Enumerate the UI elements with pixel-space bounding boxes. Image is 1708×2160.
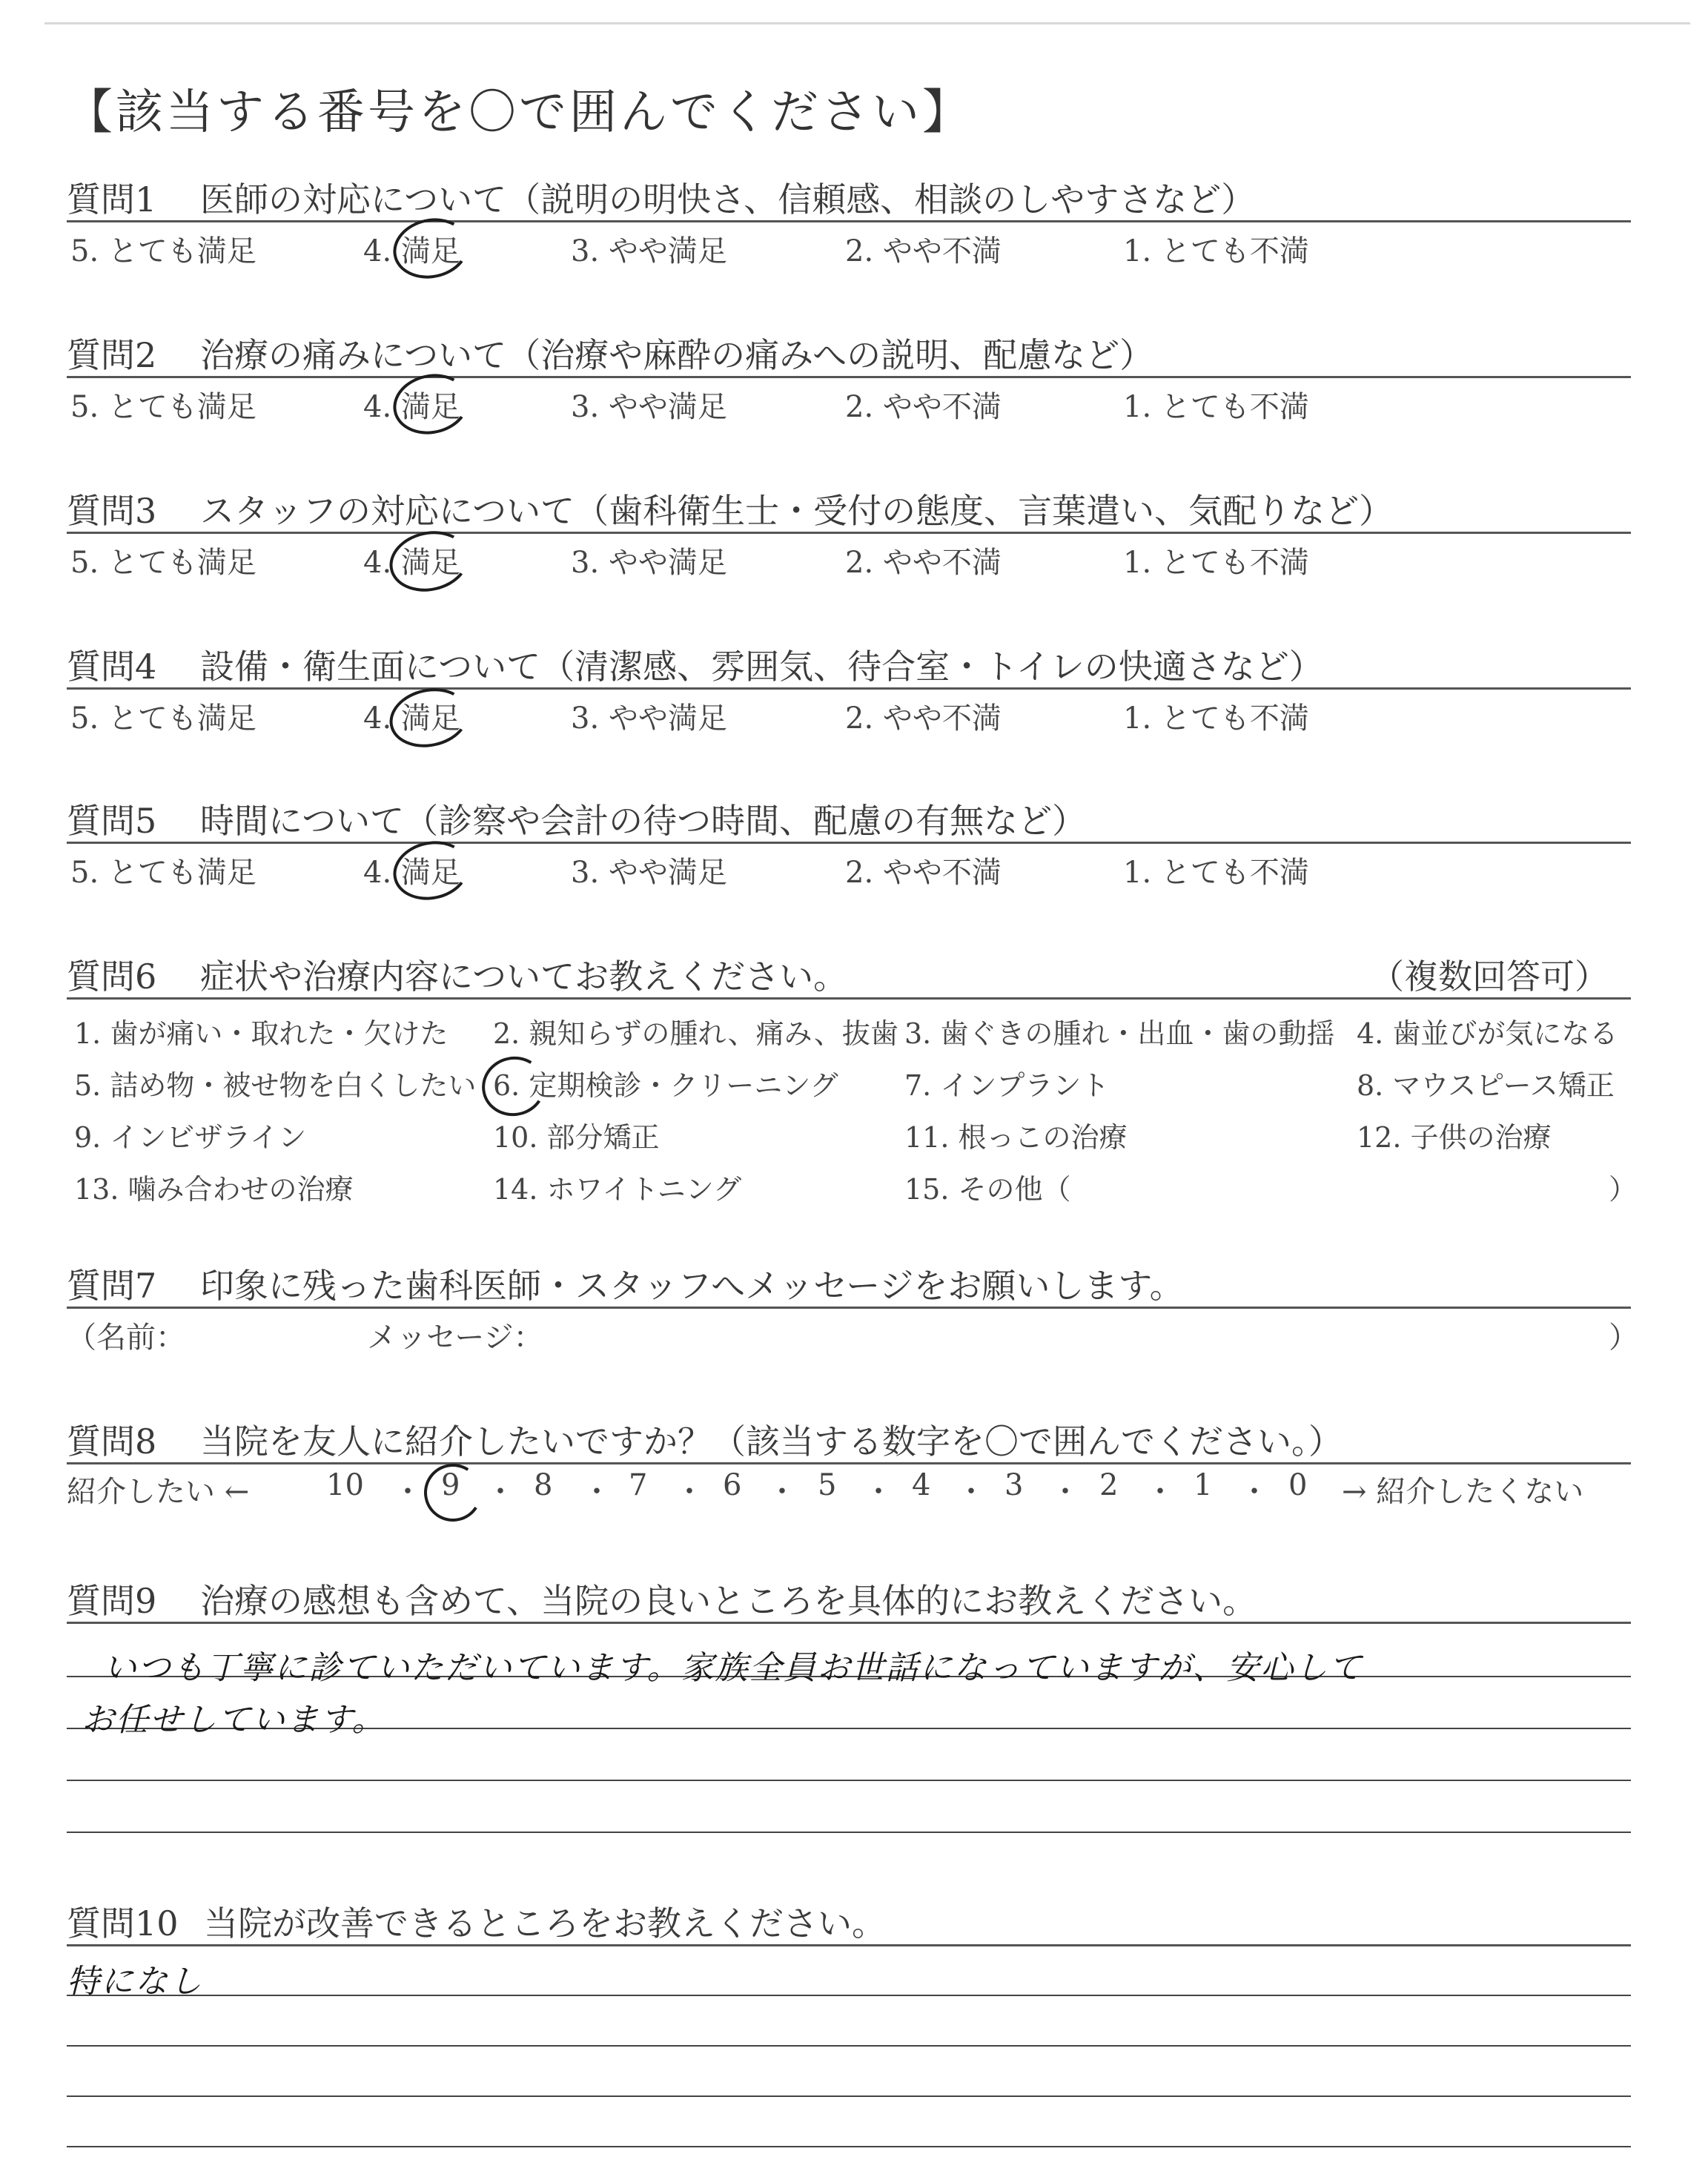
question-number: 質問10: [67, 1903, 179, 1943]
option-2[interactable]: 2. やや不満: [845, 234, 1002, 268]
option-5[interactable]: 5. とても満足: [70, 234, 256, 268]
question-10: [67, 1891, 1631, 2001]
treatment-option[interactable]: 4. 歯並びが気になる: [1357, 1017, 1618, 1050]
message-fields: [67, 1307, 1638, 1355]
option-3[interactable]: 3. やや満足: [571, 390, 727, 424]
scale-value[interactable]: 10: [326, 1468, 364, 1502]
question-3: [67, 478, 1631, 579]
treatment-option[interactable]: 7. インプラント: [904, 1069, 1110, 1102]
scale-value[interactable]: 8: [534, 1468, 553, 1502]
question-number: 質問5: [67, 801, 157, 841]
handwritten-answer-line-2: お任せしています。: [82, 1701, 386, 1739]
scale-value[interactable]: 9: [441, 1468, 460, 1502]
writing-line: [67, 2095, 1631, 2097]
scale-dot: ・: [1050, 1475, 1080, 1509]
close-paren: ）: [1609, 1321, 1638, 1355]
question-text: 治療の感想も含めて、当院の良いところを具体的にお教えください。: [200, 1581, 1257, 1621]
option-5[interactable]: 5. とても満足: [70, 701, 256, 736]
treatment-option[interactable]: 1. 歯が痛い・取れた・欠けた: [74, 1017, 448, 1050]
option-3[interactable]: 3. やや満足: [571, 856, 727, 890]
scale-value[interactable]: 2: [1099, 1468, 1119, 1502]
option-2[interactable]: 2. やや不満: [845, 390, 1002, 424]
question-text: 印象に残った歯科医師・スタッフへメッセージをお願いします。: [200, 1266, 1184, 1306]
option-4[interactable]: 4. 満足: [363, 701, 460, 736]
question-text: 設備・衛生面について（清潔感、雰囲気、待合室・トイレの快適さなど）: [200, 647, 1323, 687]
treatment-option[interactable]: 13. 噛み合わせの治療: [74, 1173, 354, 1206]
recommendation-scale: [67, 1462, 1631, 1514]
question-number: 質問3: [67, 491, 157, 531]
scale-dot: ・: [1145, 1475, 1175, 1509]
treatment-option[interactable]: 14. ホワイトニング: [493, 1173, 742, 1206]
option-1[interactable]: 1. とても不満: [1123, 390, 1309, 424]
writing-line: [67, 1995, 1631, 1996]
option-2[interactable]: 2. やや不満: [845, 701, 1002, 736]
rating-options: [67, 532, 1631, 579]
scale-value[interactable]: 4: [912, 1468, 931, 1502]
question-1: [67, 167, 1631, 268]
message-label: メッセージ：: [367, 1321, 543, 1355]
scale-value[interactable]: 7: [629, 1468, 648, 1502]
treatment-options: [67, 997, 1638, 1220]
question-text: 時間について（診察や会計の待つ時間、配慮の有無など）: [200, 801, 1087, 841]
scale-dot: ・: [1239, 1475, 1269, 1509]
name-label: （名前：: [67, 1321, 185, 1355]
option-2[interactable]: 2. やや不満: [845, 856, 1002, 890]
rating-options: [67, 687, 1631, 735]
question-text: スタッフの対応について（歯科衛生士・受付の態度、言葉遣い、気配りなど）: [200, 491, 1394, 531]
scale-dot: ・: [675, 1475, 704, 1509]
writing-line: [67, 2045, 1631, 2047]
scale-right-label: → 紹介したくない: [1342, 1475, 1584, 1509]
question-5: [67, 788, 1631, 889]
scale-value[interactable]: 0: [1288, 1468, 1308, 1502]
treatment-option[interactable]: 11. 根っこの治療: [904, 1121, 1128, 1154]
scale-value[interactable]: 3: [1004, 1468, 1024, 1502]
treatment-option[interactable]: 10. 部分矯正: [493, 1121, 660, 1154]
scale-dot: ・: [864, 1475, 893, 1509]
scale-value[interactable]: 6: [723, 1468, 742, 1502]
rating-options: [67, 842, 1631, 889]
scale-dot: ・: [486, 1475, 515, 1509]
question-6: [67, 944, 1638, 1220]
question-text: 治療の痛みについて（治療や麻酔の痛みへの説明、配慮など）: [200, 335, 1154, 375]
question-8: [67, 1409, 1631, 1514]
question-text: 当院が改善できるところをお教えください。: [204, 1903, 886, 1943]
question-text: 当院を友人に紹介したいですか？（該当する数字を〇で囲んでください。）: [200, 1421, 1343, 1462]
handwritten-answer-line-1: いつも丁寧に診ていただいています。家族全員お世話になっていますが、安心して: [104, 1649, 1363, 1687]
question-number: 質問7: [67, 1266, 157, 1306]
treatment-option-other[interactable]: 15. その他（: [904, 1173, 1071, 1206]
treatment-option[interactable]: 6. 定期検診・クリーニング: [493, 1069, 838, 1102]
handwritten-answer-line-1: 特になし: [67, 1963, 203, 2001]
multiple-answer-note: （複数回答可）: [1370, 957, 1609, 997]
rating-options: [67, 220, 1631, 268]
divider: [67, 1944, 1631, 1946]
question-number: 質問1: [67, 179, 157, 219]
option-1[interactable]: 1. とても不満: [1123, 546, 1309, 580]
question-number: 質問4: [67, 647, 157, 687]
option-5[interactable]: 5. とても満足: [70, 390, 256, 424]
scale-dot: ・: [767, 1475, 797, 1509]
option-3[interactable]: 3. やや満足: [571, 701, 727, 736]
scale-dot: ・: [956, 1475, 986, 1509]
question-number: 質問2: [67, 335, 157, 375]
option-4[interactable]: 4. 満足: [363, 390, 460, 424]
treatment-option[interactable]: 2. 親知らずの腫れ、痛み、抜歯: [493, 1017, 898, 1050]
writing-line: [67, 2146, 1631, 2147]
question-number: 質問6: [67, 957, 157, 997]
treatment-option[interactable]: 12. 子供の治療: [1357, 1121, 1552, 1154]
form-heading: 【該当する番号を〇で囲んでください】: [65, 85, 973, 140]
scale-dot: ・: [393, 1475, 423, 1509]
scale-value[interactable]: 1: [1194, 1468, 1213, 1502]
question-4: [67, 634, 1631, 735]
question-9: [67, 1568, 1631, 1739]
divider: [67, 1622, 1631, 1624]
option-2[interactable]: 2. やや不満: [845, 546, 1002, 580]
scale-left-label: 紹介したい ←: [67, 1475, 250, 1509]
scale-value[interactable]: 5: [818, 1468, 837, 1502]
rating-options: [67, 376, 1631, 423]
question-number: 質問9: [67, 1581, 157, 1621]
option-4[interactable]: 4. 満足: [363, 546, 460, 580]
treatment-option[interactable]: 3. 歯ぐきの腫れ・出血・歯の動揺: [904, 1017, 1335, 1050]
option-5[interactable]: 5. とても満足: [70, 856, 256, 890]
treatment-option[interactable]: 5. 詰め物・被せ物を白くしたい: [74, 1069, 477, 1102]
option-1[interactable]: 1. とても不満: [1123, 701, 1309, 736]
scale-dot: ・: [582, 1475, 612, 1509]
other-close-paren: ）: [1609, 1173, 1638, 1206]
writing-line: [67, 1832, 1631, 1833]
treatment-option[interactable]: 9. インビザライン: [74, 1121, 307, 1154]
top-border: [44, 22, 1690, 24]
question-text: 症状や治療内容についてお教えください。: [200, 957, 848, 997]
question-text: 医師の対応について（説明の明快さ、信頼感、相談のしやすさなど）: [200, 179, 1256, 219]
option-4[interactable]: 4. 満足: [363, 234, 460, 268]
question-7: [67, 1253, 1638, 1355]
option-4[interactable]: 4. 満足: [363, 856, 460, 890]
treatment-option[interactable]: 8. マウスピース矯正: [1357, 1069, 1615, 1102]
question-2: [67, 323, 1631, 423]
question-number: 質問8: [67, 1421, 157, 1462]
option-3[interactable]: 3. やや満足: [571, 546, 727, 580]
option-1[interactable]: 1. とても不満: [1123, 856, 1309, 890]
option-1[interactable]: 1. とても不満: [1123, 234, 1309, 268]
option-3[interactable]: 3. やや満足: [571, 234, 727, 268]
writing-line: [67, 1780, 1631, 1781]
option-5[interactable]: 5. とても満足: [70, 546, 256, 580]
